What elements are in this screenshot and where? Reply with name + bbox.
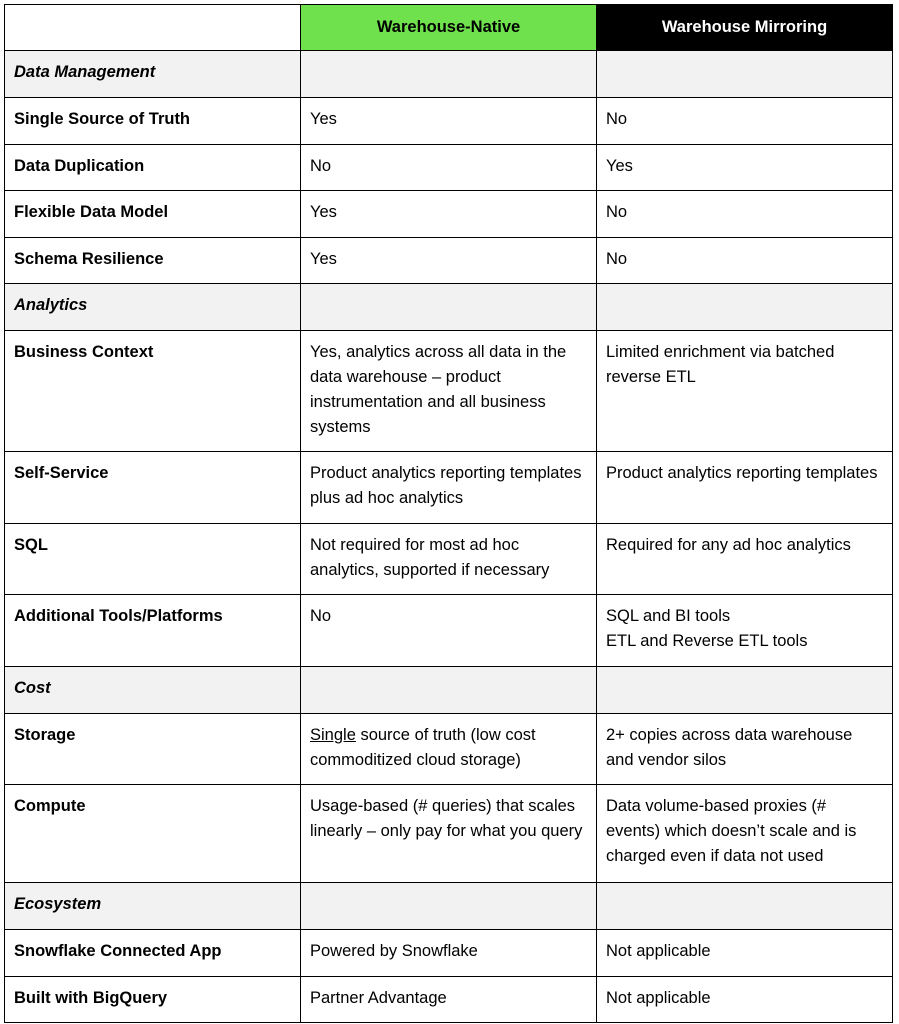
feature-label: Additional Tools/Platforms (5, 595, 301, 667)
section-row-cost (5, 667, 893, 714)
native-value: Powered by Snowflake (301, 930, 597, 977)
native-value: No (301, 595, 597, 667)
feature-label: Data Duplication (5, 145, 301, 191)
section-title: Cost (5, 667, 301, 714)
section-row-analytics (5, 284, 893, 331)
section-title: Data Management (5, 51, 301, 98)
table-row (5, 977, 893, 1023)
section-empty-cell (301, 51, 597, 98)
mirror-value: Product analytics reporting templates (597, 452, 893, 524)
mirror-value-line: SQL and BI tools (606, 607, 731, 625)
section-empty-cell (301, 883, 597, 930)
mirror-value-line: ETL and Reverse ETL tools (606, 632, 808, 650)
native-value (301, 714, 597, 785)
table-row (5, 930, 893, 977)
section-row-ecosystem (5, 883, 893, 930)
native-value: Yes, analytics across all data in the data warehouse – product instrumentation and all business systems (301, 331, 597, 452)
section-empty-cell (597, 284, 893, 331)
header-warehouse-mirroring: Warehouse Mirroring (597, 5, 893, 51)
section-title: Analytics (5, 284, 301, 331)
mirror-value: Not applicable (597, 930, 893, 977)
native-value: No (301, 145, 597, 191)
section-empty-cell (597, 667, 893, 714)
native-value: Yes (301, 191, 597, 238)
table-row (5, 238, 893, 284)
mirror-value: Yes (597, 145, 893, 191)
native-value: Yes (301, 238, 597, 284)
feature-label: Flexible Data Model (5, 191, 301, 238)
native-value: Usage-based (# queries) that scales linearly – only pay for what you query (301, 785, 597, 883)
table-row (5, 331, 893, 452)
native-value: Product analytics reporting templates plus ad hoc analytics (301, 452, 597, 524)
native-value: Yes (301, 98, 597, 145)
section-empty-cell (597, 883, 893, 930)
feature-label: Self-Service (5, 452, 301, 524)
table-row (5, 452, 893, 524)
header-corner (5, 5, 301, 51)
feature-label: Built with BigQuery (5, 977, 301, 1023)
table-row (5, 524, 893, 595)
native-value-underlined: Single (310, 726, 356, 744)
native-value: Not required for most ad hoc analytics, supported if necessary (301, 524, 597, 595)
native-value-rest: source of truth (low cost commoditized cloud storage) (310, 726, 536, 769)
section-empty-cell (301, 667, 597, 714)
table-row (5, 191, 893, 238)
header-warehouse-native: Warehouse-Native (301, 5, 597, 51)
mirror-value: No (597, 98, 893, 145)
mirror-value: Required for any ad hoc analytics (597, 524, 893, 595)
table-row (5, 145, 893, 191)
section-title: Ecosystem (5, 883, 301, 930)
mirror-value: 2+ copies across data warehouse and vendor silos (597, 714, 893, 785)
mirror-value: Data volume-based proxies (# events) which doesn’t scale and is charged even if data not used (597, 785, 893, 883)
feature-label: SQL (5, 524, 301, 595)
mirror-value (597, 595, 893, 667)
mirror-value: Limited enrichment via batched reverse ETL (597, 331, 893, 452)
table-row (5, 595, 893, 667)
feature-label: Schema Resilience (5, 238, 301, 284)
mirror-value: No (597, 191, 893, 238)
feature-label: Business Context (5, 331, 301, 452)
table-row (5, 714, 893, 785)
feature-label: Compute (5, 785, 301, 883)
feature-label: Single Source of Truth (5, 98, 301, 145)
section-empty-cell (301, 284, 597, 331)
section-empty-cell (597, 51, 893, 98)
feature-label: Storage (5, 714, 301, 785)
mirror-value: Not applicable (597, 977, 893, 1023)
comparison-table (4, 4, 893, 1023)
header-row (5, 5, 893, 51)
feature-label: Snowflake Connected App (5, 930, 301, 977)
native-value: Partner Advantage (301, 977, 597, 1023)
section-row-data-management (5, 51, 893, 98)
table-row (5, 98, 893, 145)
table-row (5, 785, 893, 883)
mirror-value: No (597, 238, 893, 284)
